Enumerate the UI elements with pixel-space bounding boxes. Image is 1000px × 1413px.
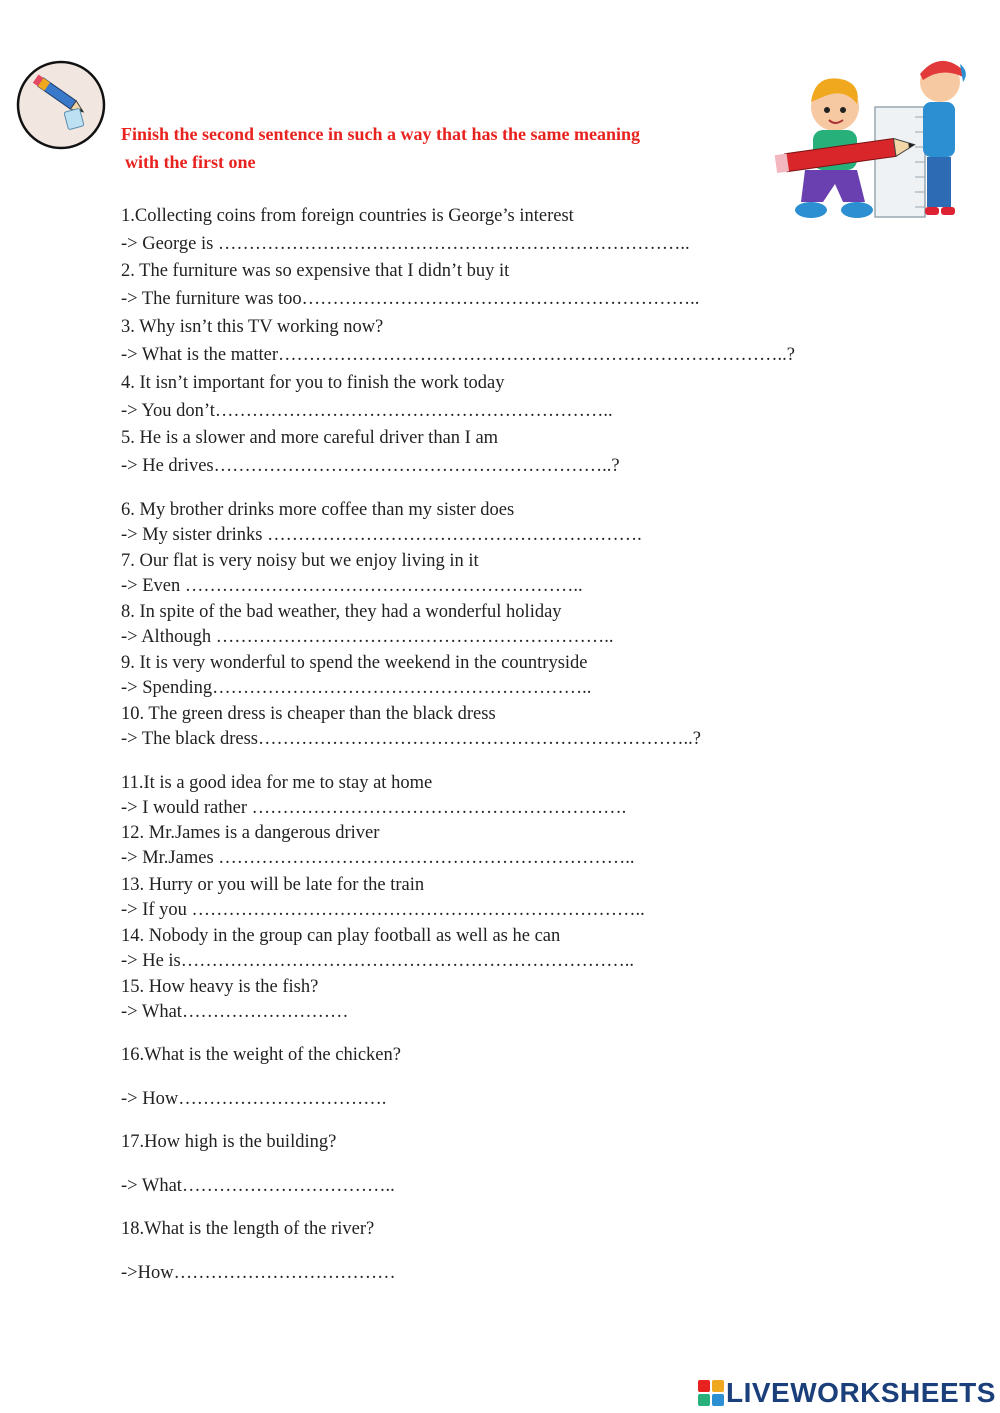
exercise-17-answer-line[interactable]: -> What…………………………….. xyxy=(121,1176,395,1196)
instruction-title-line2: with the first one xyxy=(125,152,256,172)
exercise-12-question: 12. Mr.James is a dangerous driver xyxy=(121,823,380,843)
instruction-title-line1: Finish the second sentence in such a way that has the same meaning xyxy=(121,124,641,144)
exercise-5-answer-line[interactable]: -> He drives………………………………………………………..? xyxy=(121,456,620,476)
exercise-4-question: 4. It isn’t important for you to finish the work today xyxy=(121,373,505,393)
exercise-12-answer-line[interactable]: -> Mr.James ………………………………………………………….. xyxy=(121,848,635,868)
exercise-6-question: 6. My brother drinks more coffee than my sister does xyxy=(121,500,515,520)
exercise-10-question: 10. The green dress is cheaper than the black dress xyxy=(121,704,496,724)
exercise-4-answer-line[interactable]: -> You don’t……………………………………………………….. xyxy=(121,401,613,421)
exercise-17-question: 17.How high is the building? xyxy=(121,1132,337,1152)
exercise-13-answer-line[interactable]: -> If you ……………………………………………………………….. xyxy=(121,900,645,920)
liveworksheets-wordmark: LIVEWORKSHEETS xyxy=(726,1377,996,1408)
exercise-14-question: 14. Nobody in the group can play football as well as he can xyxy=(121,926,561,946)
kids-with-pencil-illustration xyxy=(765,52,975,227)
exercise-6-answer-line[interactable]: -> My sister drinks ……………………………………………………. xyxy=(121,525,642,545)
pencil-eraser-logo-icon xyxy=(16,60,106,150)
exercise-7-question: 7. Our flat is very noisy but we enjoy living in it xyxy=(121,551,479,571)
exercise-8-answer-line[interactable]: -> Although ……………………………………………………….. xyxy=(121,627,614,647)
exercise-16-answer-line[interactable]: -> How……………………………. xyxy=(121,1089,387,1109)
exercise-9-question: 9. It is very wonderful to spend the weekend in the countryside xyxy=(121,653,588,673)
exercise-13-question: 13. Hurry or you will be late for the train xyxy=(121,875,425,895)
exercise-2-question: 2. The furniture was so expensive that I didn’t buy it xyxy=(121,261,510,281)
exercise-3-answer-line[interactable]: -> What is the matter………………………………………………………………………..? xyxy=(121,345,795,365)
exercise-11-answer-line[interactable]: -> I would rather ……………………………………………………. xyxy=(121,798,627,818)
exercise-5-question: 5. He is a slower and more careful driver than I am xyxy=(121,428,499,448)
exercise-3-question: 3. Why isn’t this TV working now? xyxy=(121,317,384,337)
exercise-7-answer-line[interactable]: -> Even ……………………………………………………….. xyxy=(121,576,583,596)
exercise-8-question: 8. In spite of the bad weather, they had a wonderful holiday xyxy=(121,602,562,622)
exercise-9-answer-line[interactable]: -> Spending…………………………………………………….. xyxy=(121,678,592,698)
exercise-10-answer-line[interactable]: -> The black dress……………………………………………………………..? xyxy=(121,729,701,749)
exercise-16-question: 16.What is the weight of the chicken? xyxy=(121,1045,401,1065)
exercise-2-answer-line[interactable]: -> The furniture was too……………………………………………………….. xyxy=(121,289,700,309)
liveworksheets-brand xyxy=(698,1376,996,1410)
liveworksheets-logo-icon xyxy=(698,1380,724,1406)
exercise-15-question: 15. How heavy is the fish? xyxy=(121,977,319,997)
exercise-15-answer-line[interactable]: -> What……………………… xyxy=(121,1002,349,1022)
instruction-title xyxy=(121,120,741,176)
exercise-1-answer-line[interactable]: -> George is ………………………………………………………………….. xyxy=(121,234,690,254)
exercise-11-question: 11.It is a good idea for me to stay at home xyxy=(121,773,433,793)
exercise-18-question: 18.What is the length of the river? xyxy=(121,1219,375,1239)
exercise-14-answer-line[interactable]: -> He is……………………………………………………………….. xyxy=(121,951,635,971)
exercise-18-answer-line[interactable]: ->How……………………………… xyxy=(121,1263,396,1283)
exercise-1-question: 1.Collecting coins from foreign countries is George’s interest xyxy=(121,206,574,226)
